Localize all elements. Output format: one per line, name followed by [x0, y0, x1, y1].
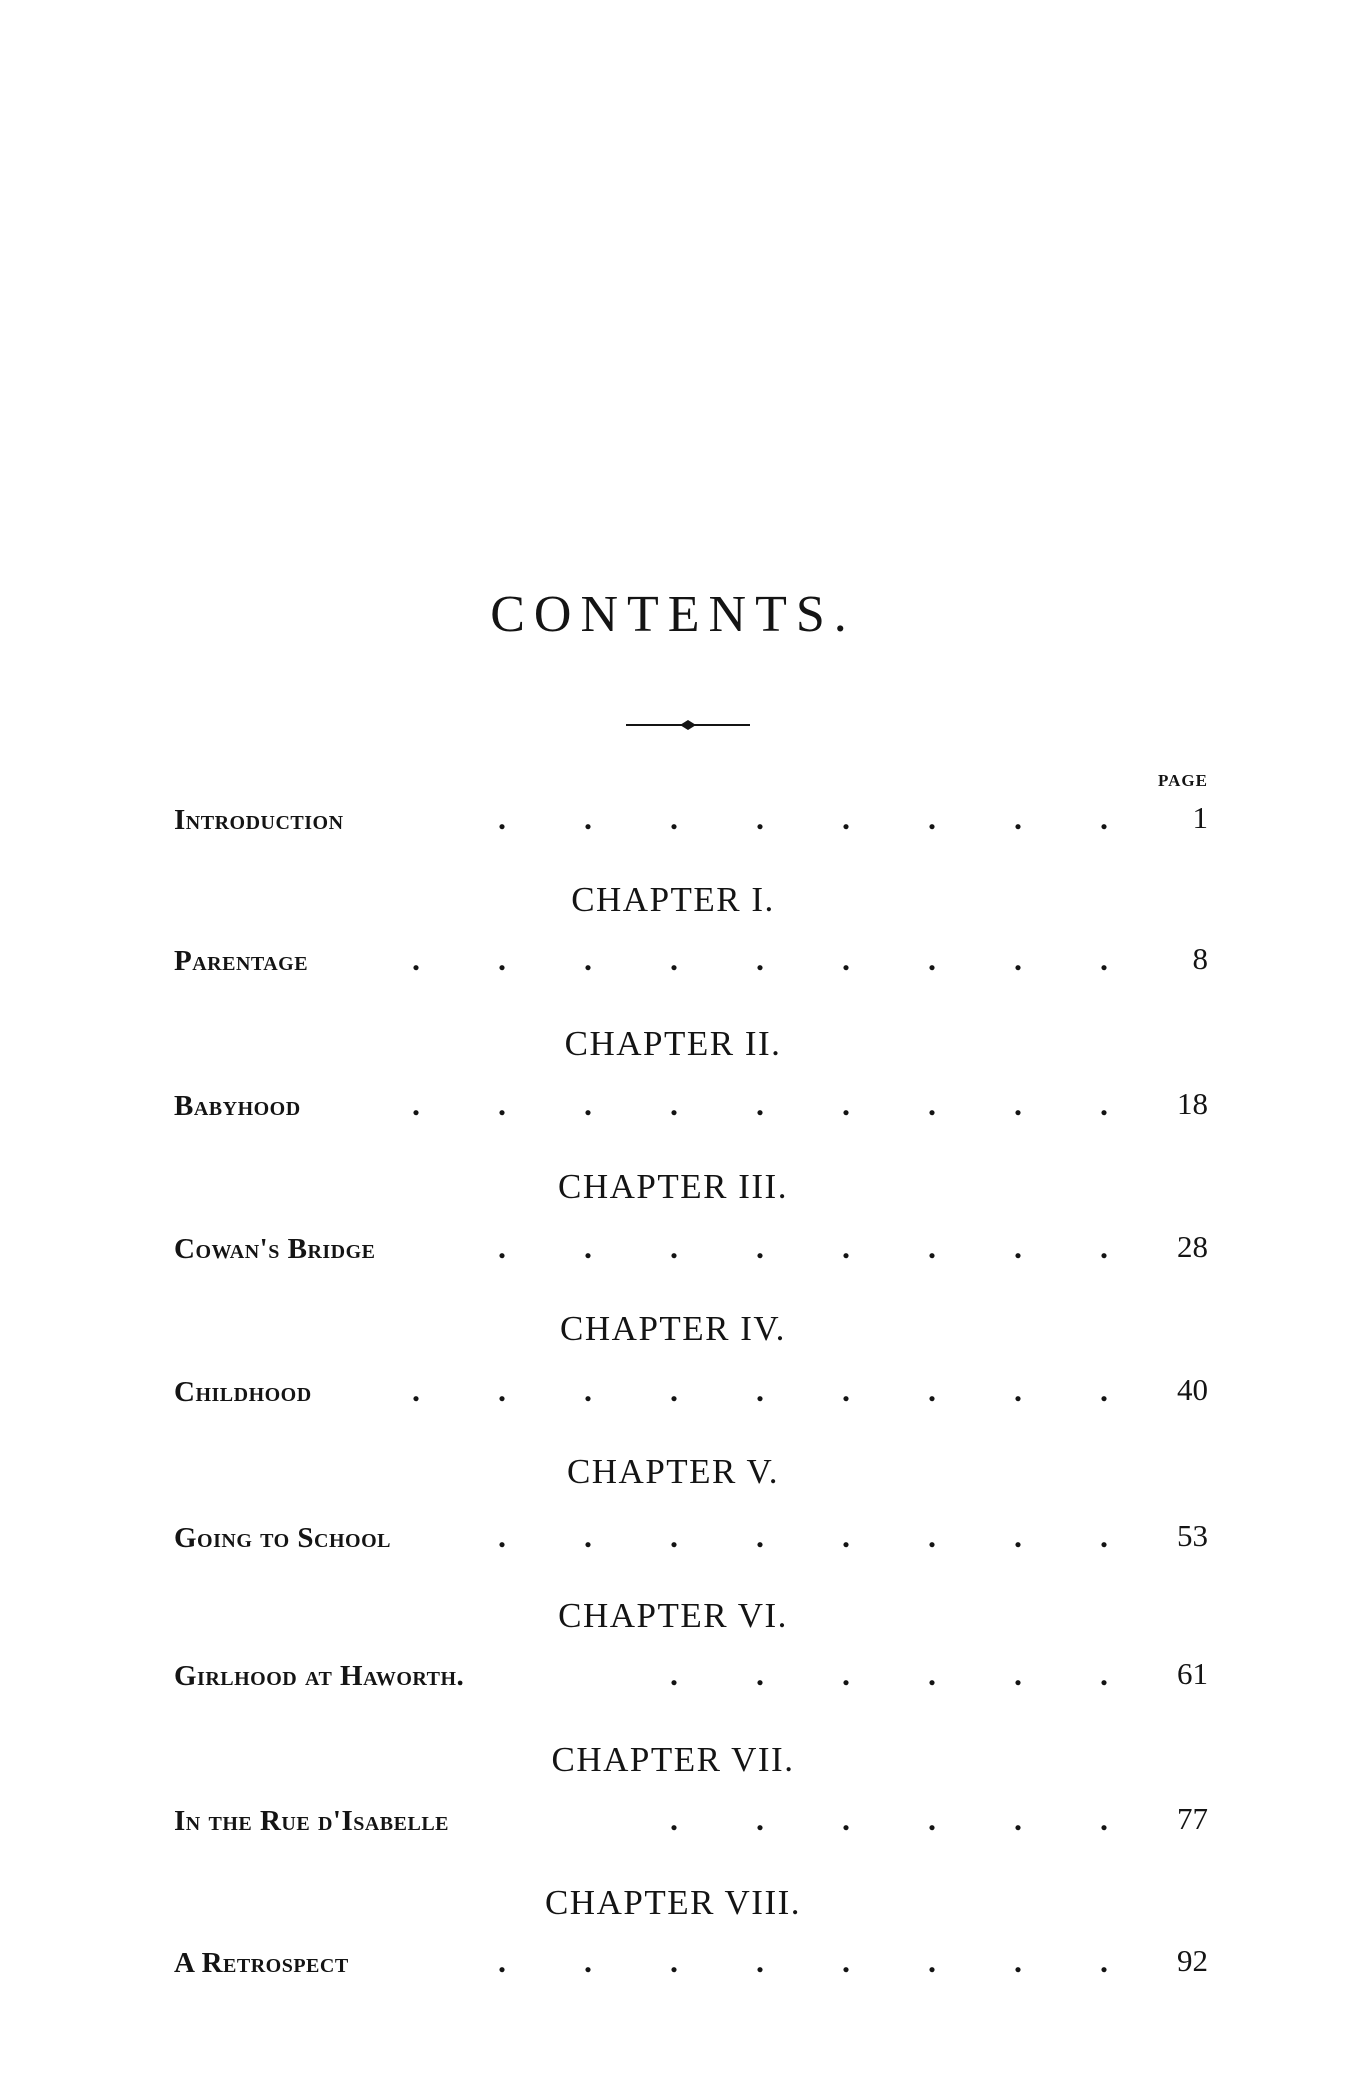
- toc-page: 28: [1177, 1229, 1208, 1264]
- chapter-heading: CHAPTER IV.: [560, 1309, 786, 1348]
- toc-entry: In the Rue d'Isabelle: [174, 1805, 449, 1837]
- toc-entry: Parentage: [174, 945, 309, 977]
- leader-dots: . . . . . . . .: [498, 1518, 1108, 1554]
- toc-page: 61: [1177, 1656, 1208, 1691]
- chapter-heading: CHAPTER VI.: [558, 1596, 788, 1635]
- leader-dots: . . . . . . . .: [498, 1943, 1108, 1979]
- toc-entry: Girlhood at Haworth.: [174, 1660, 465, 1692]
- toc-entry: Going to School: [174, 1522, 392, 1554]
- chapter-heading: CHAPTER VII.: [551, 1740, 795, 1779]
- toc-page: 8: [1192, 941, 1208, 976]
- toc-entry: Childhood: [174, 1376, 312, 1408]
- leader-dots: . . . . . .: [670, 1801, 1108, 1837]
- toc-entry-introduction: Introduction: [174, 804, 344, 836]
- page-column-header: PAGE: [1158, 771, 1208, 790]
- page-title: CONTENTS.: [490, 586, 856, 643]
- chapter-heading: CHAPTER VIII.: [544, 1883, 802, 1922]
- toc-page: 18: [1177, 1086, 1208, 1121]
- leader-dots: . . . . . . . .: [498, 1229, 1108, 1265]
- chapter-heading: CHAPTER II.: [564, 1024, 782, 1063]
- chapter-heading: CHAPTER I.: [571, 880, 775, 919]
- leader-dots: . . . . . . . . .: [412, 1372, 1108, 1408]
- toc-entry: Cowan's Bridge: [174, 1233, 376, 1265]
- toc-page: 77: [1177, 1801, 1208, 1836]
- toc-entry: A Retrospect: [174, 1947, 349, 1979]
- toc-page-introduction: 1: [1192, 800, 1208, 835]
- toc-entry: Babyhood: [174, 1090, 301, 1122]
- leader-dots: . . . . . . . .: [498, 800, 1108, 836]
- leader-dots: . . . . . .: [670, 1656, 1108, 1692]
- leader-dots: . . . . . . . . .: [412, 941, 1108, 977]
- leader-dots: . . . . . . . . .: [412, 1086, 1108, 1122]
- toc-page: 40: [1177, 1372, 1208, 1407]
- toc-page: 53: [1177, 1518, 1208, 1553]
- chapter-heading: CHAPTER V.: [566, 1452, 780, 1491]
- chapter-heading: CHAPTER III.: [558, 1167, 788, 1206]
- divider-ornament: [626, 718, 750, 732]
- toc-page: 92: [1177, 1943, 1208, 1978]
